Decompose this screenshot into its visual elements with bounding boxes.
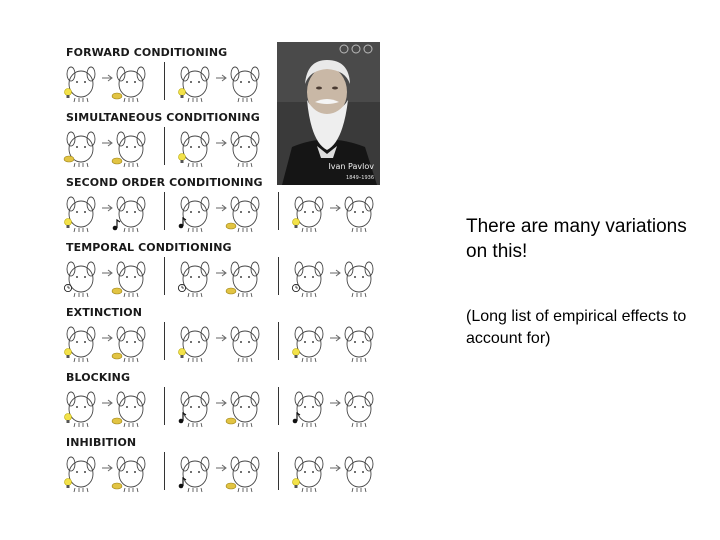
panel-divider — [164, 192, 165, 230]
dog-icon — [295, 392, 323, 427]
panel-divider — [164, 452, 165, 490]
dog-icon — [231, 327, 259, 362]
section-title-temporal-conditioning: TEMPORAL CONDITIONING — [66, 241, 232, 254]
panel-divider — [164, 62, 165, 100]
music-note-icon — [113, 220, 120, 230]
arrow-icon — [330, 270, 340, 276]
panel-divider — [164, 322, 165, 360]
lightbulb-icon — [179, 349, 186, 359]
section-title-second-order-conditioning: SECOND ORDER CONDITIONING — [66, 176, 263, 189]
panel-divider — [278, 322, 279, 360]
section-title-forward-conditioning: FORWARD CONDITIONING — [66, 46, 228, 59]
arrow-icon — [330, 335, 340, 341]
food-bowl-icon — [112, 353, 122, 359]
arrow-icon — [330, 205, 340, 211]
arrow-icon — [216, 400, 226, 406]
dog-icon — [67, 197, 95, 232]
arrow-icon — [216, 75, 226, 81]
dog-icon — [295, 457, 323, 492]
conditioning-panel — [176, 385, 286, 429]
lightbulb-icon — [179, 89, 186, 99]
arrow-icon — [102, 465, 112, 471]
arrow-icon — [102, 75, 112, 81]
panel-divider — [278, 387, 279, 425]
food-bowl-icon — [226, 483, 236, 489]
diagram-row-temporal — [62, 255, 392, 299]
dog-icon — [231, 132, 259, 167]
dog-icon — [67, 457, 95, 492]
lightbulb-icon — [65, 219, 72, 229]
arrow-icon — [330, 465, 340, 471]
music-note-icon — [179, 218, 186, 228]
conditioning-panel — [62, 385, 172, 429]
conditioning-panel — [176, 125, 286, 169]
conditioning-panel — [290, 385, 400, 429]
section-title-simultaneous-conditioning: SIMULTANEOUS CONDITIONING — [66, 111, 260, 124]
food-bowl-icon — [112, 483, 122, 489]
dog-icon — [345, 197, 373, 232]
section-title-blocking: BLOCKING — [66, 371, 131, 384]
dog-icon — [181, 392, 209, 427]
dog-icon — [295, 327, 323, 362]
conditioning-panel — [176, 320, 286, 364]
music-note-icon — [179, 413, 186, 423]
panel-divider — [278, 257, 279, 295]
food-bowl-icon — [112, 288, 122, 294]
panel-divider — [164, 127, 165, 165]
conditioning-panel — [290, 450, 400, 494]
arrow-icon — [102, 400, 112, 406]
slide-main-text: There are many variations on this! — [466, 216, 687, 262]
arrow-icon — [102, 270, 112, 276]
lightbulb-icon — [65, 349, 72, 359]
pavlov-portrait — [277, 42, 380, 185]
conditioning-panel — [290, 320, 400, 364]
conditioning-panel — [176, 190, 286, 234]
dog-icon — [345, 262, 373, 297]
panel-divider — [278, 192, 279, 230]
dog-icon — [117, 197, 145, 232]
conditioning-panel — [62, 60, 172, 104]
arrow-icon — [216, 140, 226, 146]
dog-icon — [67, 262, 95, 297]
arrow-icon — [102, 335, 112, 341]
dog-icon — [231, 67, 259, 102]
food-bowl-icon — [112, 93, 122, 99]
food-bowl-icon — [112, 418, 122, 424]
conditioning-panel — [290, 190, 400, 234]
conditioning-panel — [62, 450, 172, 494]
arrow-icon — [216, 205, 226, 211]
diagram-row-blocking — [62, 385, 392, 429]
conditioning-panel — [62, 320, 172, 364]
lightbulb-icon — [293, 349, 300, 359]
portrait-caption: Ivan Pavlov — [328, 162, 374, 171]
lightbulb-icon — [293, 479, 300, 489]
dog-icon — [181, 132, 209, 167]
food-bowl-icon — [226, 223, 236, 229]
conditioning-panel — [62, 125, 172, 169]
dog-icon — [181, 67, 209, 102]
dog-icon — [181, 457, 209, 492]
dog-icon — [345, 327, 373, 362]
arrow-icon — [330, 400, 340, 406]
music-note-icon — [293, 413, 300, 423]
conditioning-panel — [176, 255, 286, 299]
dog-icon — [181, 197, 209, 232]
slide-sub-text: (Long list of empirical effects to account for) — [466, 308, 687, 347]
dog-icon — [67, 392, 95, 427]
clock-icon — [292, 284, 299, 291]
lightbulb-icon — [65, 479, 72, 489]
panel-divider — [164, 257, 165, 295]
arrow-icon — [102, 140, 112, 146]
food-bowl-icon — [226, 288, 236, 294]
dog-icon — [345, 457, 373, 492]
diagram-row-second-order — [62, 190, 392, 234]
panel-divider — [164, 387, 165, 425]
dog-icon — [181, 327, 209, 362]
music-note-icon — [179, 478, 186, 488]
dog-icon — [67, 327, 95, 362]
clock-icon — [64, 284, 71, 291]
lightbulb-icon — [179, 154, 186, 164]
lightbulb-icon — [65, 414, 72, 424]
dog-icon — [345, 392, 373, 427]
food-bowl-icon — [226, 418, 236, 424]
conditioning-panel — [62, 255, 172, 299]
arrow-icon — [216, 335, 226, 341]
conditioning-panel — [176, 60, 286, 104]
dog-icon — [295, 197, 323, 232]
lightbulb-icon — [293, 219, 300, 229]
conditioning-panel — [62, 190, 172, 234]
portrait-years: 1849–1936 — [346, 175, 374, 181]
clock-icon — [178, 284, 185, 291]
diagram-row-inhibition — [62, 450, 392, 494]
arrow-icon — [216, 270, 226, 276]
section-title-inhibition: INHIBITION — [66, 436, 137, 449]
conditioning-panel — [290, 255, 400, 299]
conditioning-panel — [176, 450, 286, 494]
dog-icon — [181, 262, 209, 297]
arrow-icon — [216, 465, 226, 471]
diagram-row-extinction — [62, 320, 392, 364]
food-bowl-icon — [64, 156, 74, 162]
dog-icon — [295, 262, 323, 297]
dog-icon — [67, 67, 95, 102]
section-title-extinction: EXTINCTION — [66, 306, 143, 319]
lightbulb-icon — [65, 89, 72, 99]
food-bowl-icon — [112, 158, 122, 164]
arrow-icon — [102, 205, 112, 211]
panel-divider — [278, 452, 279, 490]
